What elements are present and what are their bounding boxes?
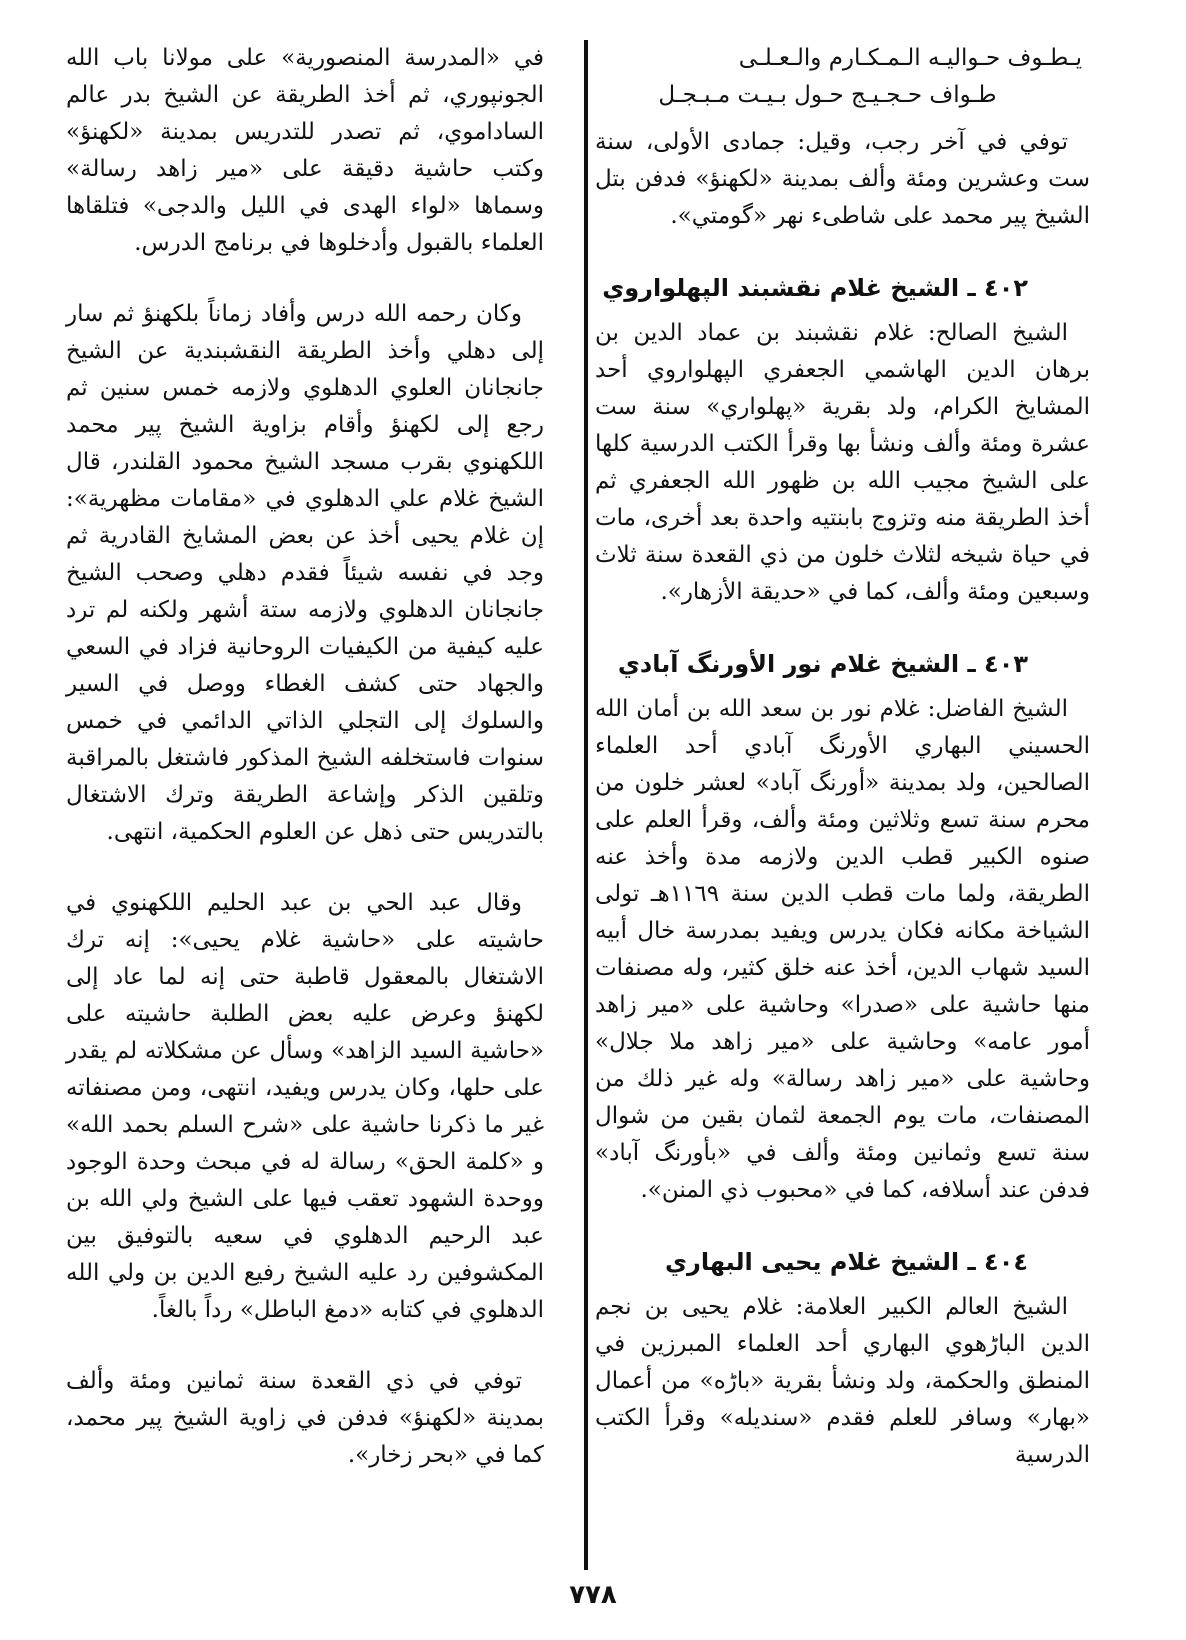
entry-403-heading: ٤٠٣ ـ الشيخ غلام نور الأورنگ آبادي bbox=[617, 650, 1028, 678]
poem-verse-2: طـواف حـجـيـج حـول بـيـت مـبـجـل bbox=[658, 82, 997, 108]
poem-verse-1: يـطـوف حـواليـه الـمـكـارم والـعـلـى bbox=[738, 45, 1082, 71]
entry-402-heading: ٤٠٢ ـ الشيخ غلام نقشبند الپهلواروي bbox=[602, 274, 1028, 302]
left-paragraph-2: وكان رحمه الله درس وأفاد زماناً بلكهنؤ ثم سار إلى دهلي وأخذ الطريقة النقشبندية عن الشيخ جانجانان العلوي الدهلوي ولازمه خمس سنين ثم رجع إلى لكهنؤ وأقام بزاوية الشيخ پير محمد اللكهنوي بقرب مسجد الشيخ محمود القلندر، قال الشيخ غلام علي الدهلوي في «مقامات مظهرية»: إن غلام يحيى أخذ عن بعض المشايخ القادرية ثم وجد في نفسه شيئاً فقدم دهلي وصحب الشيخ جانجانان الدهلوي ولازمه ستة أشهر ولكنه لم ترد عليه كيفية من الكيفيات الروحانية فزاد في السعي والجهاد حتى كشف الغطاء ووصل في السير والسلوك إلى التجلي الذاتي الدائمي في خمس سنوات فاستخلفه الشيخ المذكور فاشتغل بالمراقبة وتلقين الذكر وإشاعة الطريقة وترك الاشتغال بالتدريس حتى ذهل عن العلوم الحكمية، انتهى. bbox=[66, 301, 544, 845]
entry-402-body: الشيخ الصالح: غلام نقشبند بن عماد الدين بن برهان الدين الهاشمي الجعفري الپهلواروي أحد المشايخ الكرام، ولد بقرية «پهلواري» سنة ست عشرة ومئة وألف ونشأ بها وقرأ الكتب الدرسية كلها على الشيخ مجيب الله بن ظهور الله الجعفري ثم أخذ الطريقة منه وتزوج بابنتيه واحدة بعد أخرى، مات في حياة شيخه لثلاث خلون من ذي القعدة سنة ثلاث وسبعين ومئة وألف، كما في «حديقة الأزهار». bbox=[595, 320, 1090, 605]
left-paragraph-1: في «المدرسة المنصورية» على مولانا باب الله الجونپوري، ثم أخذ الطريقة عن الشيخ بدر عالم الساداموي، ثم تصدر للتدريس بمدينة «لكهنؤ» وكتب حاشية دقيقة على «مير زاهد رسالة» وسماها «لواء الهدى في الليل والدجى» فتلقاها العلماء بالقبول وأدخلوها في برنامج الدرس. bbox=[66, 45, 544, 256]
left-column bbox=[66, 40, 544, 1474]
paragraph-death-note: توفي في آخر رجب، وقيل: جمادى الأولى، سنة ست وعشرين ومئة وألف بمدينة «لكهنؤ» فدفن بتل الشيخ پير محمد على شاطىء نهر «گومتي». bbox=[595, 129, 1090, 229]
left-paragraph-3: وقال عبد الحي بن عبد الحليم اللكهنوي في حاشيته على «حاشية غلام يحيى»: إنه ترك الاشتغال بالمعقول قاطبة حتى إنه لما عاد إلى لكهنؤ وعرض عليه بعض الطلبة حاشيته على «حاشية السيد الزاهد» وسأل عن مشكلاته لم يقدر على حلها، وكان يدرس ويفيد، انتهى، ومن مصنفاته غير ما ذكرنا حاشية على «شرح السلم بحمد الله» و «كلمة الحق» رسالة له في مبحث وحدة الوجود ووحدة الشهود تعقب فيها على الشيخ ولي الله بن عبد الرحيم الدهلوي في سعيه بالتوفيق بين المكشوفين رد عليه الشيخ رفيع الدين بن ولي الله الدهلوي في كتابه «دمغ الباطل» رداً بالغاً. bbox=[66, 890, 544, 1323]
entry-403-body: الشيخ الفاضل: غلام نور بن سعد الله بن أمان الله الحسيني البهاري الأورنگ آبادي أحد العلماء الصالحين، ولد بمدينة «أورنگ آباد» لعشر خلون من محرم سنة تسع وثلاثين ومئة وألف، وقرأ العلم على صنوه الكبير قطب الدين ولازمه مدة وأخذ عنه الطريقة، ولما مات قطب الدين سنة ١١٦٩هـ تولى الشياخة مكانه فكان يدرس ويفيد بمدرسة خال أبيه السيد شهاب الدين، أخذ عنه خلق كثير، وله مصنفات منها حاشية على «صدرا» وحاشية على «مير زاهد أمور عامه» وحاشية على «مير زاهد ملا جلال» وحاشية على «مير زاهد رسالة» وله غير ذلك من المصنفات، مات يوم الجمعة لثمان بقين من شوال سنة تسع وثمانين ومئة وألف في «بأورنگ آباد» فدفن عند أسلافه، كما في «محبوب ذي المنن». bbox=[595, 696, 1090, 1203]
entry-404-heading: ٤٠٤ ـ الشيخ غلام يحيى البهاري bbox=[665, 1248, 1028, 1276]
page-number: ٧٧٨ bbox=[569, 1580, 617, 1610]
left-paragraph-4: توفي في ذي القعدة سنة ثمانين ومئة وألف بمدينة «لكهنؤ» فدفن في زاوية الشيخ پير محمد، كما في «بحر زخار». bbox=[66, 1368, 544, 1468]
entry-404-body: الشيخ العالم الكبير العلامة: غلام يحيى بن نجم الدين الباڑهوي البهاري أحد العلماء المبرزين في المنطق والحكمة، ولد ونشأ بقرية «باڑه» من أعمال «بهار» وسافر للعلم فقدم «سنديله» وقرأ الكتب الدرسية bbox=[595, 1294, 1090, 1468]
column-divider bbox=[584, 40, 588, 1570]
right-column bbox=[595, 40, 1090, 1474]
